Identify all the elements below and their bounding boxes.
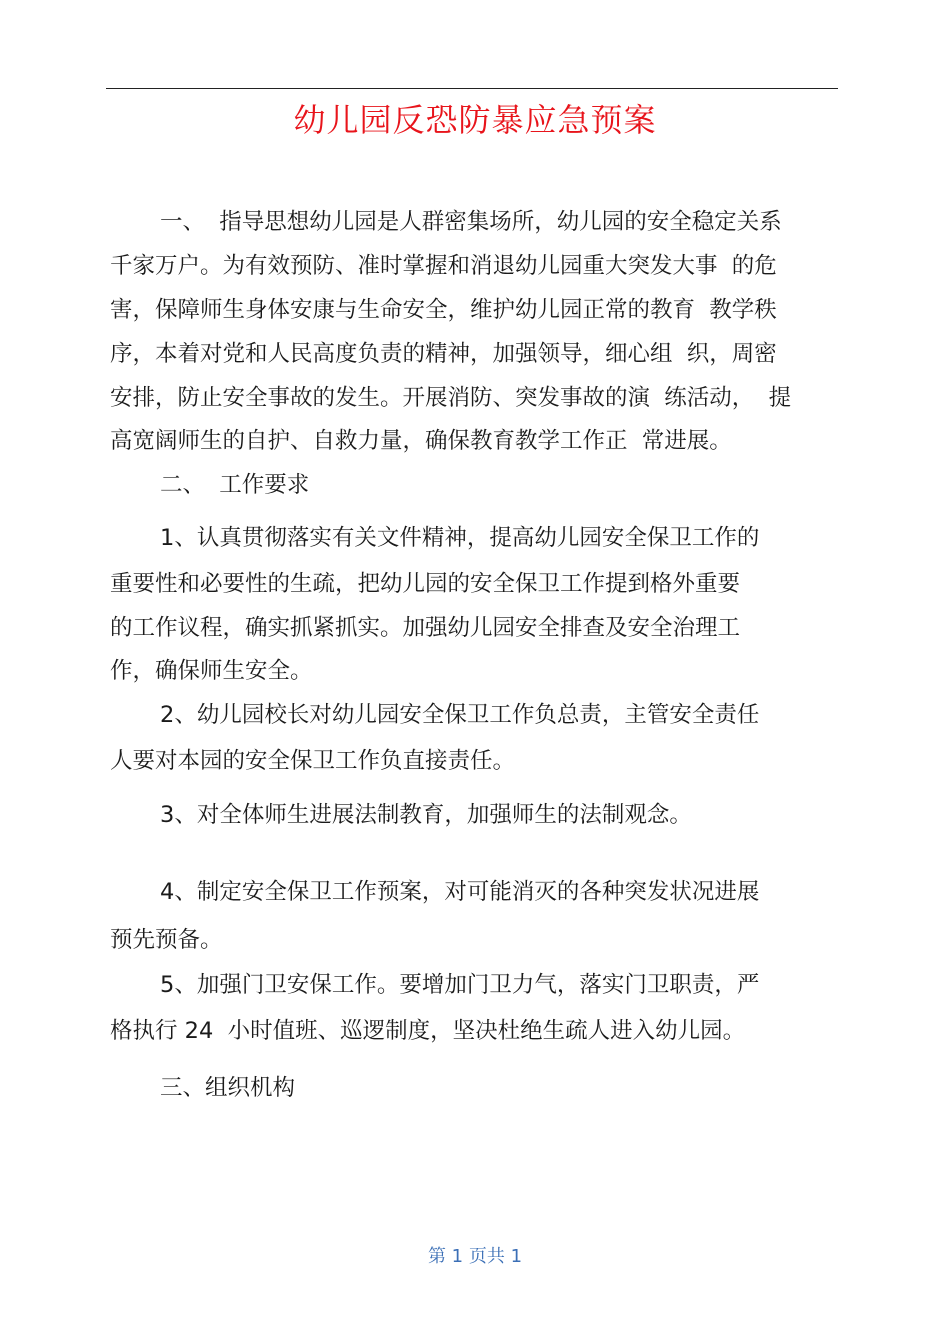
body-line: 4、制定安全保卫工作预案，对可能消灭的各种突发状况进展 xyxy=(160,879,760,905)
body-line: 重要性和必要性的生疏，把幼儿园的安全保卫工作提到格外重要 xyxy=(110,571,741,597)
body-line: 作，确保师生安全。 xyxy=(110,658,313,684)
section-heading: 二、 工作要求 xyxy=(160,472,310,498)
body-line: 人要对本园的安全保卫工作负直接责任。 xyxy=(110,748,516,774)
body-line: 千家万户。为有效预防、准时掌握和消退幼儿园重大突发大事 的危 xyxy=(110,253,777,279)
body-line: 序，本着对党和人民高度负责的精神，加强领导，细心组 织，周密 xyxy=(110,341,777,367)
body-line: 害，保障师生身体安康与生命安全，维护幼儿园正常的教育 教学秩 xyxy=(110,297,777,323)
body-line: 高宽阔师生的自护、自救力量，确保教育教学工作正 常进展。 xyxy=(110,428,732,454)
body-line: 5、加强门卫安保工作。要增加门卫力气，落实门卫职责，严 xyxy=(160,972,760,998)
body-line: 一、 指导思想幼儿园是人群密集场所，幼儿园的安全稳定关系 xyxy=(160,209,782,235)
document-title: 幼儿园反恐防暴应急预案 xyxy=(293,101,657,139)
body-line: 2、幼儿园校长对幼儿园安全保卫工作负总责，主管安全责任 xyxy=(160,702,760,728)
section-heading: 三、组织机构 xyxy=(160,1075,296,1101)
body-line: 3、对全体师生进展法制教育，加强师生的法制观念。 xyxy=(160,802,692,828)
body-line: 预先预备。 xyxy=(110,927,223,953)
page-number: 第 1 页共 1 xyxy=(427,1246,523,1267)
body-line: 格执行 24 小时值班、巡逻制度，坚决杜绝生疏人进入幼儿园。 xyxy=(110,1018,746,1044)
body-line: 的工作议程，确实抓紧抓实。加强幼儿园安全排查及安全治理工 xyxy=(110,615,741,641)
body-line: 安排，防止安全事故的发生。开展消防、突发事故的演 练活动， 提 xyxy=(110,385,792,411)
header-rule xyxy=(106,88,838,89)
body-line: 1、认真贯彻落实有关文件精神，提高幼儿园安全保卫工作的 xyxy=(160,525,760,551)
